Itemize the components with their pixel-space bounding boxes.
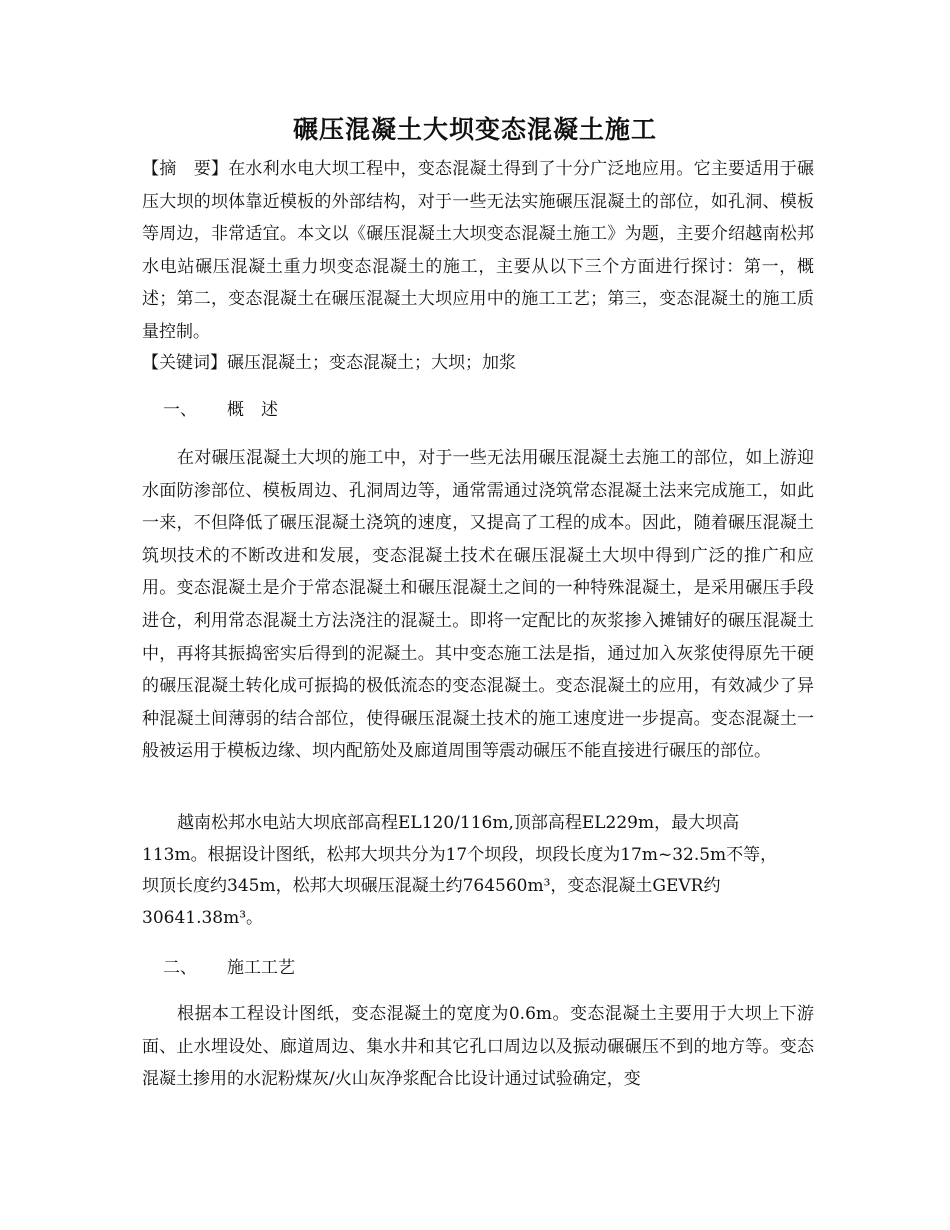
paragraph-line: 30641.38m³。 <box>142 907 264 928</box>
section-number: 一、 <box>163 400 197 420</box>
paragraph-project-data <box>142 808 814 934</box>
section-title: 概 述 <box>227 400 278 420</box>
paragraph-overview: 在对碾压混凝土大坝的施工中，对于一些无法用碾压混凝土去施工的部位，如上游迎水面防渗部位、模板周边、孔洞周边等，通常需通过浇筑常态混凝土法来完成施工，如此一来，不但降低了碾压混凝土浇筑的速度，又提高了工程的成本。因此，随着碾压混凝土筑坝技术的不断改进和发展，变态混凝土技术在碾压混凝土大坝中得到广泛的推广和应用。变态混凝土是介于常态混凝土和碾压混凝土之间的一种特殊混凝土，是采用碾压手段进仓，利用常态混凝土方法浇注的混凝土。即将一定配比的灰浆掺入摊铺好的碾压混凝土中，再将其振捣密实后得到的泥凝土。其中变态施工法是指，通过加入灰浆使得原先干硬的碾压混凝土转化成可振捣的极低流态的变态混凝土。变态混凝土的应用，有效减少了异种混凝土间薄弱的结合部位，使得碾压混凝土技术的施工速度进一步提高。变态混凝土一般被运用于模板边缘、坝内配筋处及廊道周围等震动碾压不能直接进行碾压的部位。 <box>142 448 814 762</box>
document-title: 碾压混凝土大坝变态混凝土施工 <box>292 115 657 144</box>
keywords-block <box>142 347 814 380</box>
paragraph-line: 113m。根据设计图纸，松邦大坝共分为17个坝段，坝段长度为17m~32.5m不等， <box>142 844 778 865</box>
paragraph-process: 根据本工程设计图纸，变态混凝土的宽度为0.6m。变态混凝土主要用于大坝上下游面、止水埋设处、廊道周边、集水井和其它孔口周边以及振动碾碾压不到的地方等。变态混凝土掺用的水泥粉煤灰/火山灰净浆配合比设计通过试验确定，变 <box>142 1004 814 1089</box>
abstract-text: 在水利水电大坝工程中，变态混凝土得到了十分广泛地应用。它主要适用于碾压大坝的坝体靠近模板的外部结构，对于一些无法实施碾压混凝土的部位，如孔洞、模板等周边，非常适宜。本文以《碾压混凝土大坝变态混凝土施工》为题，主要介绍越南松邦水电站碾压混凝土重力坝变态混凝土的施工，主要从以下三个方面进行探讨：第一，概述；第二，变态混凝土在碾压混凝土大坝应用中的施工工艺；第三，变态混凝土的施工质量控制。 <box>142 159 815 342</box>
paragraph-line: 越南松邦水电站大坝底部高程EL120/116m,顶部高程EL229m，最大坝高 <box>177 813 740 833</box>
abstract-label: 【摘 要】 <box>142 159 229 179</box>
section-title: 施工工艺 <box>227 958 295 978</box>
section-number: 二、 <box>163 958 197 978</box>
section-heading-overview <box>163 394 278 426</box>
keywords-label: 【关键词】 <box>142 353 227 373</box>
keywords-text: 碾压混凝土；变态混凝土；大坝；加浆 <box>227 353 516 373</box>
paragraph-line: 坝顶长度约345m，松邦大坝碾压混凝土约764560m³，变态混凝土GEVR约 <box>142 876 721 896</box>
abstract-block <box>142 153 814 348</box>
section-heading-process <box>163 952 295 984</box>
